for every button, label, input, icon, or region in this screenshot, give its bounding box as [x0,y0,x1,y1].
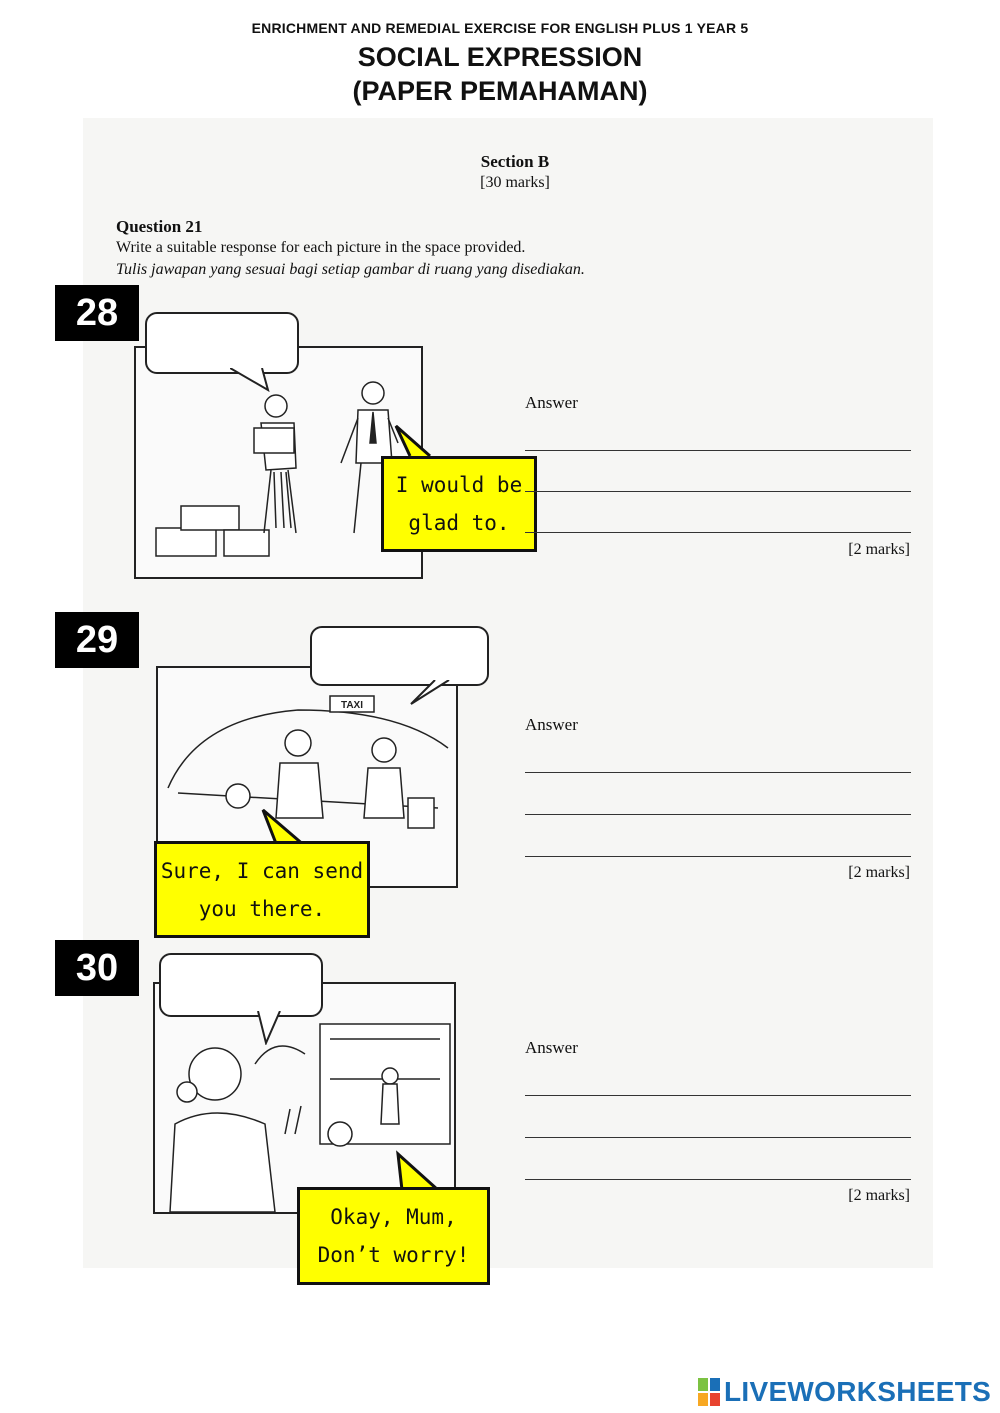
answer-line-28-3[interactable] [525,532,911,533]
response-30-line-1: Okay, Mum, [330,1205,457,1229]
answer-line-29-3[interactable] [525,856,911,857]
marks-28: [2 marks] [848,541,910,558]
answer-label-29: Answer [525,715,578,734]
answer-line-28-1[interactable] [525,450,911,451]
brand-logo[interactable] [698,1376,991,1408]
response-30-line-2: Don’t worry! [317,1243,470,1267]
brand-name: LIVEWORKSHEETS [724,1376,992,1407]
answer-line-29-2[interactable] [525,814,911,815]
response-bubble-30 [297,1187,490,1285]
taxi-sign-label: TAXI [340,700,364,711]
yellow-bubble-tail-28 [390,422,440,460]
bubble-tail-30 [250,1011,290,1045]
empty-speech-bubble-30 [159,953,323,1017]
empty-speech-bubble-29 [310,626,489,686]
question-number-30: 30 [55,940,139,996]
section-marks: [30 marks] [480,174,550,191]
answer-line-28-2[interactable] [525,491,911,492]
worksheet-subtitle: ENRICHMENT AND REMEDIAL EXERCISE FOR ENGLISH PLUS 1 YEAR 5 [251,20,749,36]
yellow-bubble-tail-29 [255,806,315,846]
instruction-malay: Tulis jawapan yang sesuai bagi setiap gambar di ruang yang disediakan. [116,261,585,278]
marks-30: [2 marks] [848,1187,910,1204]
liveworksheets-icon [698,1378,720,1406]
question-title: Question 21 [116,217,203,236]
marks-29: [2 marks] [848,864,910,881]
worksheet-title [0,40,1000,108]
answer-line-30-3[interactable] [525,1179,911,1180]
instruction-english: Write a suitable response for each picture in the space provided. [116,239,526,256]
response-bubble-29 [154,841,370,938]
answer-line-30-1[interactable] [525,1095,911,1096]
answer-label-30: Answer [525,1038,578,1057]
answer-line-30-2[interactable] [525,1137,911,1138]
bubble-tail-28 [230,368,280,392]
response-29-line-2: you there. [198,896,326,921]
title-line-1: SOCIAL EXPRESSION [357,42,643,72]
response-bubble-28 [381,456,537,552]
response-28-line-2: glad to. [408,511,510,535]
empty-speech-bubble-28 [145,312,299,374]
response-28-line-1: I would be [395,473,523,497]
answer-line-29-1[interactable] [525,772,911,773]
question-number-29: 29 [55,612,139,668]
title-line-2: (PAPER PEMAHAMAN) [352,76,648,106]
section-title: Section B [480,152,550,171]
bubble-tail-29 [405,680,455,706]
question-number-28: 28 [55,285,139,341]
answer-label-28: Answer [525,393,578,412]
response-29-line-1: Sure, I can send [160,858,364,883]
yellow-bubble-tail-30 [390,1150,450,1192]
